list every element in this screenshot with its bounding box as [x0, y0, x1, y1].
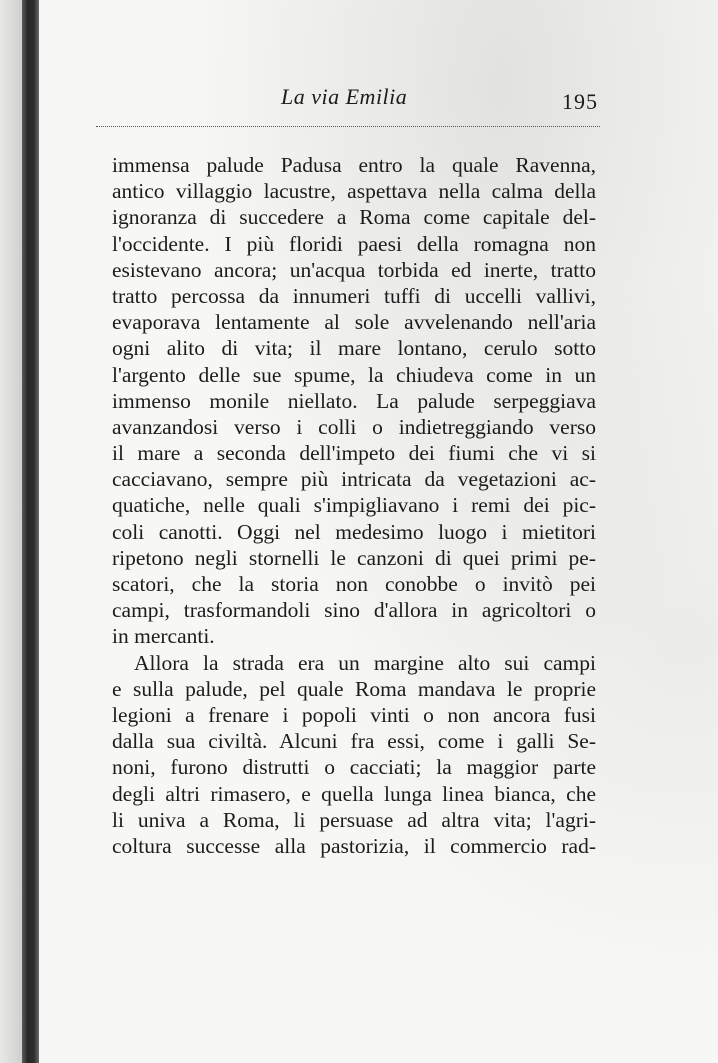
text-line: ogni alito di vita; il mare lontano, cerulo sotto — [112, 336, 596, 361]
text-line: tratto percossa da innumeri tuffi di uccelli vallivi, — [112, 283, 596, 308]
text-line: coli canotti. Oggi nel medesimo luogo i mietitori — [112, 519, 596, 544]
text-line: l'argento delle sue spume, la chiudeva come in un — [112, 362, 596, 387]
text-line: esistevano ancora; un'acqua torbida ed inerte, tratto — [112, 257, 596, 282]
text-line: immensa palude Padusa entro la quale Ravenna, — [112, 153, 596, 177]
text-line: noni, furono distrutti o cacciati; la maggior parte — [112, 755, 596, 780]
text-line: legioni a frenare i popoli vinti o non ancora fusi — [112, 702, 596, 727]
text-line: degli altri rimasero, e quella lunga linea bianca, che — [112, 781, 596, 806]
body-text — [112, 152, 596, 859]
paragraph — [112, 650, 596, 860]
text-line: li univa a Roma, li persuase ad altra vita; l'agri- — [112, 807, 596, 832]
text-line: campi, trasformandoli sino d'allora in agricoltori o — [112, 598, 596, 623]
text-line: antico villaggio lacustre, aspettava nella calma della — [112, 179, 596, 204]
header-dotted-rule — [96, 126, 600, 127]
text-line: scatori, che la storia non conobbe o invitò pei — [112, 572, 596, 596]
text-line: e sulla palude, pel quale Roma mandava le proprie — [112, 676, 596, 701]
page-number: 195 — [562, 89, 598, 114]
text-line: l'occidente. I più floridi paesi della romagna non — [112, 231, 596, 256]
page-header — [96, 80, 600, 120]
page-gutter — [0, 0, 22, 1063]
text-line: cacciavano, sempre più intricata da vegetazioni ac- — [112, 467, 596, 492]
text-line: coltura successe alla pastorizia, il commercio rad- — [112, 833, 596, 858]
paragraph — [112, 152, 596, 650]
book-binding-edge — [22, 0, 39, 1063]
text-line: quatiche, nelle quali s'impigliavano i remi dei pic- — [112, 493, 596, 518]
text-line: avanzandosi verso i colli o indietreggiando verso — [112, 414, 596, 439]
text-line: Allora la strada era un margine alto sui campi — [134, 650, 596, 675]
text-line: ripetono negli stornelli le canzoni di quei primi pe- — [112, 545, 596, 570]
text-line: ignoranza di succedere a Roma come capitale del- — [112, 205, 596, 230]
text-line: dalla sua civiltà. Alcuni fra essi, come i galli Se- — [112, 729, 596, 754]
text-line: evaporava lentamente al sole avvelenando nell'aria — [112, 310, 596, 335]
running-title: La via Emilia — [281, 84, 408, 109]
text-line: immenso monile niellato. La palude serpeggiava — [112, 388, 596, 413]
text-line: in mercanti. — [112, 624, 215, 649]
text-line: il mare a seconda dell'impeto dei fiumi che vi si — [112, 441, 596, 466]
